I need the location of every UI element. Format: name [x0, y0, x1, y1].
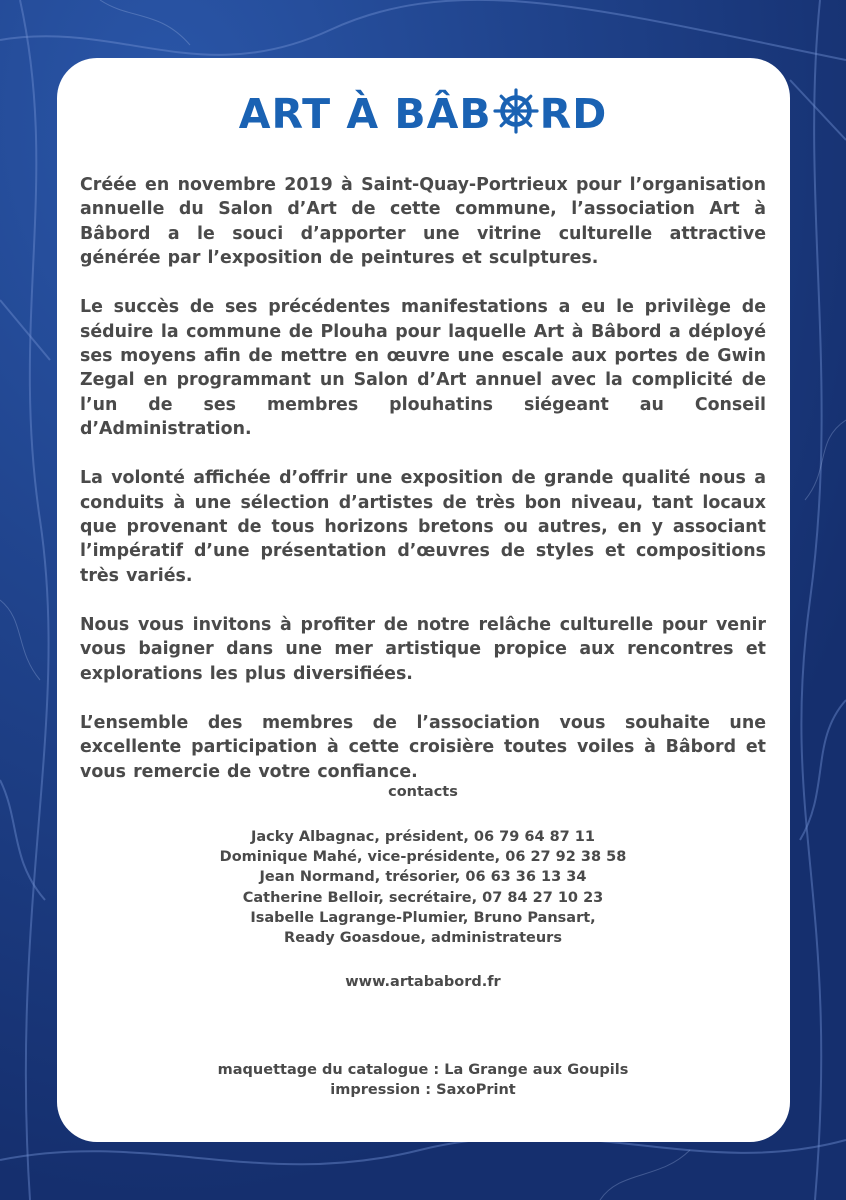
contact-line: Dominique Mahé, vice-présidente, 06 27 92 38 58 — [219, 849, 627, 866]
layout-credit: maquettage du catalogue : La Grange aux Goupils — [217, 1062, 629, 1078]
contact-line: Jacky Albagnac, président, 06 79 64 87 11 — [251, 829, 595, 845]
paragraph-2: Le succès de ses précédentes manifestations a eu le privilège de séduire la commune de Plouha pour laquelle Art à Bâbord a déployé ses moyens afin de mettre en œuvre une escale aux portes de Gwin Zegal en programmant un Salon d’Art annuel avec la complicité de l’un de ses membres plouhatins siégeant au Conseil d’Administration. — [80, 297, 766, 440]
logo-text-end: RD — [539, 90, 608, 138]
contact-line: Jean Normand, trésorier, 06 63 36 13 34 — [259, 869, 587, 886]
credits — [0, 1060, 846, 1101]
contacts-heading: contacts — [388, 784, 458, 800]
website-link[interactable]: www.artababord.fr — [345, 974, 501, 990]
logo-text-start: ART À BÂB — [238, 90, 492, 138]
printing-credit: impression : SaxoPrint — [330, 1082, 516, 1099]
contact-line: Isabelle Lagrange-Plumier, Bruno Pansart, — [250, 909, 596, 926]
contact-line: Ready Goasdoue, administrateurs — [284, 930, 562, 947]
contacts-list — [0, 827, 846, 948]
paragraph-3: La volonté affichée d’offrir une exposition de grande qualité nous a conduits à une sélection d’artistes de très bon niveau, tant locaux que provenant de tous horizons bretons ou autres, en y associant l’impératif d’une présentation d’œuvres de styles et compositions très variés. — [80, 468, 766, 586]
paragraph-1: Créée en novembre 2019 à Saint-Quay-Portrieux pour l’organisation annuelle du Salon d’Art de cette commune, l’association Art à Bâbord a le souci d’apporter une vitrine culturelle attractive générée par l’exposition de peintures et sculptures. — [80, 175, 766, 269]
paragraph-5: L’ensemble des membres de l’association vous souhaite une excellente participation à cette croisière toutes voiles à Bâbord et vous remercie de votre confiance. — [80, 712, 766, 782]
ship-wheel-icon — [493, 88, 539, 134]
intro-text — [80, 173, 766, 809]
contact-line: Catherine Belloir, secrétaire, 07 84 27 10 23 — [242, 889, 604, 906]
logo — [0, 88, 846, 140]
paragraph-4: Nous vous invitons à profiter de notre relâche culturelle pour venir vous baigner dans une mer artistique propice aux rencontres et explorations les plus diversifiées. — [80, 614, 766, 684]
